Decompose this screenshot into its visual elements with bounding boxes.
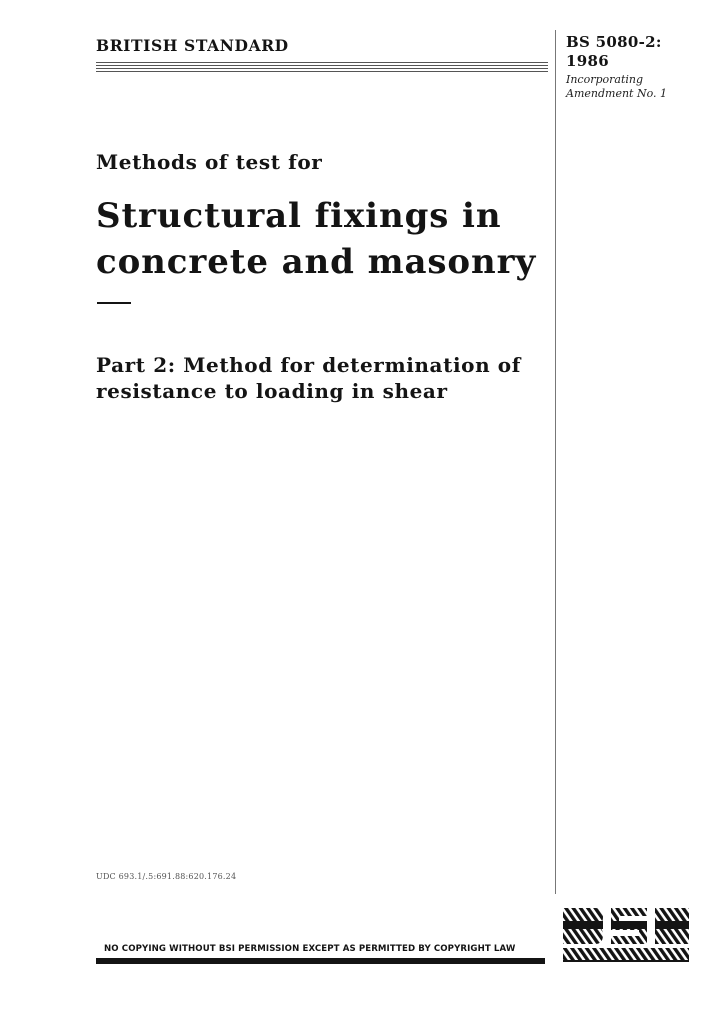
copyright-notice: NO COPYING WITHOUT BSI PERMISSION EXCEPT AS PERMITTED BY COPYRIGHT LAW [104,944,516,954]
pre-title: Methods of test for [96,150,323,174]
title-dash [97,302,131,304]
udc-code: UDC 693.1/.5:691.88:620.176.24 [96,872,237,881]
part-title-line2: resistance to loading in shear [96,379,448,403]
column-divider [555,30,556,894]
header-label: BRITISH STANDARD [96,36,289,55]
standard-number-line1: BS 5080-2: [566,33,662,51]
main-title [96,193,536,285]
part-title [96,352,521,404]
amendment-line2: Amendment No. 1 [566,87,667,100]
standard-number-line2: 1986 [566,52,609,70]
amendment-line1: Incorporating [566,73,644,86]
part-title-line1: Part 2: Method for determination of [96,353,521,377]
main-title-line2: concrete and masonry [96,242,537,282]
amendment-note [566,73,667,101]
main-title-line1: Structural fixings in [96,196,502,236]
bsi-logo-icon [561,904,691,966]
standard-number [566,33,662,71]
header-rules [96,62,548,72]
footer-rule [96,958,545,964]
